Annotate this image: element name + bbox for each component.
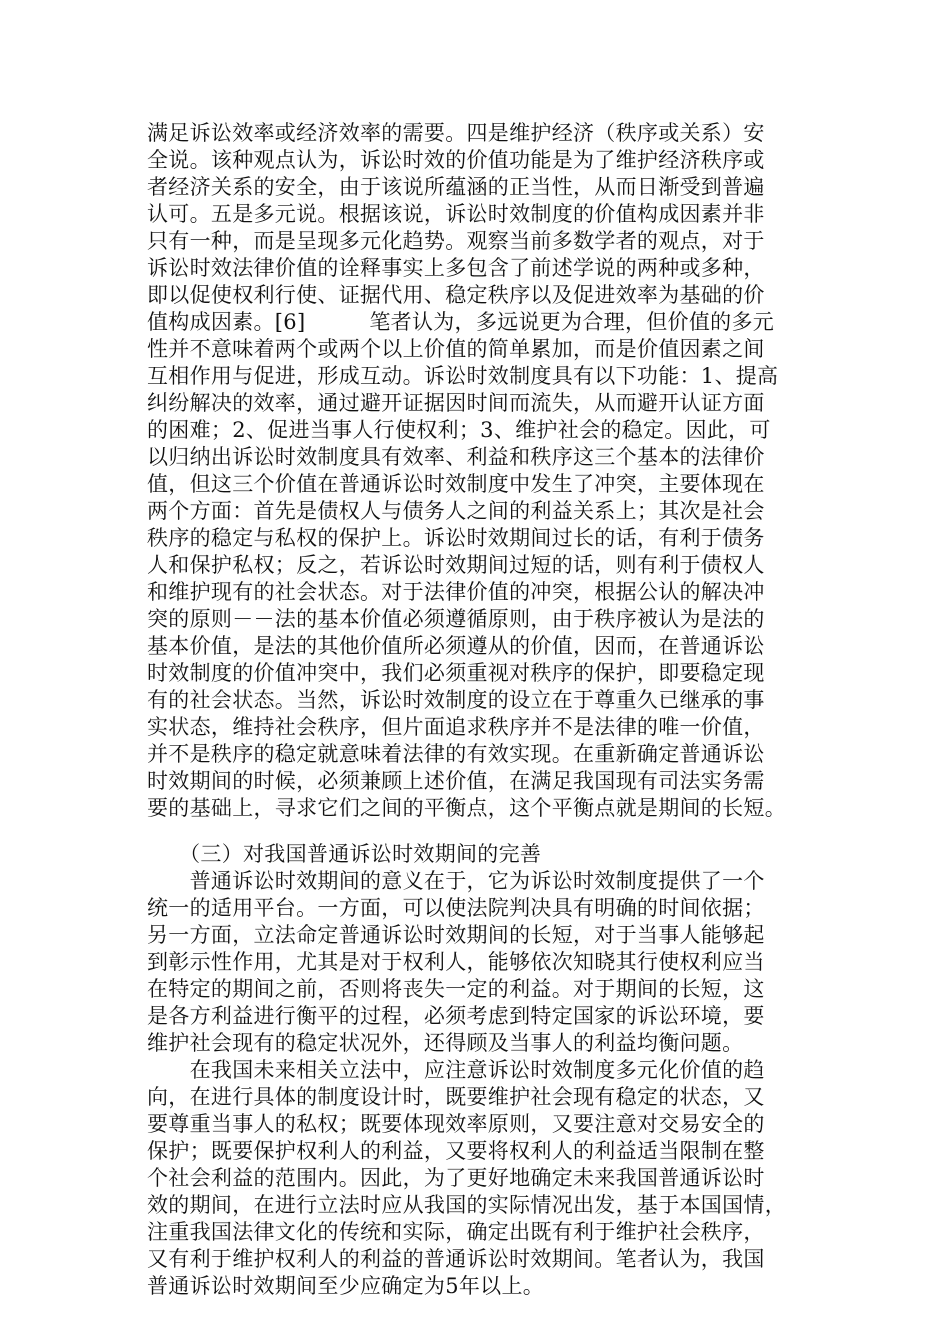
text-line: 的困难；2、促进当事人行使权利；3、维护社会的稳定。因此，可 (147, 418, 771, 442)
text-line: 只有一种，而是呈现多元化趋势。观察当前多数学者的观点，对于 (147, 229, 765, 253)
text-line: 时效期间的时候，必须兼顾上述价值，在满足我国现有司法实务需 (147, 769, 765, 793)
text-line: 纠纷解决的效率，通过避开证据因时间而流失，从而避开认证方面 (147, 391, 765, 415)
text-line: 值构成因素。[6] 笔者认为，多远说更为合理，但价值的多元 (147, 310, 775, 334)
text-line: 统一的适用平台。一方面，可以使法院判决具有明确的时间依据； (147, 896, 765, 920)
text-line: 另一方面，立法命定普通诉讼时效期间的长短，对于当事人能够起 (147, 923, 765, 947)
text-line: 性并不意味着两个或两个以上价值的简单累加，而是价值因素之间 (147, 337, 765, 361)
text-line: 要尊重当事人的私权；既要体现效率原则，又要注意对交易安全的 (147, 1112, 765, 1136)
text-line: 在特定的期间之前，否则将丧失一定的利益。对于期间的长短，这 (147, 977, 765, 1001)
text-line: 并不是秩序的稳定就意味着法律的有效实现。在重新确定普通诉讼 (147, 742, 765, 766)
text-line: 普通诉讼时效期间的意义在于，它为诉讼时效制度提供了一个 (147, 869, 765, 893)
text-line: 维护社会现有的稳定状况外，还得顾及当事人的利益均衡问题。 (147, 1031, 744, 1055)
text-line: 两个方面：首先是债权人与债务人之间的利益关系上；其次是社会 (147, 499, 765, 523)
text-line: 注重我国法律文化的传统和实际，确定出既有利于维护社会秩序， (147, 1220, 765, 1244)
text-line: 到彰示性作用，尤其是对于权利人，能够依次知晓其行使权利应当 (147, 950, 765, 974)
section-heading: （三）对我国普通诉讼时效期间的完善 (147, 842, 542, 866)
text-line: 秩序的稳定与私权的保护上。诉讼时效期间过长的话，有利于债务 (147, 526, 765, 550)
text-line: 以归纳出诉讼时效制度具有效率、利益和秩序这三个基本的法律价 (147, 445, 765, 469)
text-line: 向，在进行具体的制度设计时，既要维护社会现有稳定的状态，又 (147, 1085, 765, 1109)
text-line: 实状态，维持社会秩序，但片面追求秩序并不是法律的唯一价值， (147, 715, 765, 739)
text-line: 值，但这三个价值在普通诉讼时效制度中发生了冲突，主要体现在 (147, 472, 765, 496)
text-line: 是各方利益进行衡平的过程，必须考虑到特定国家的诉讼环境，要 (147, 1004, 765, 1028)
text-line: 诉讼时效法律价值的诠释事实上多包含了前述学说的两种或多种， (147, 256, 765, 280)
text-line: 全说。该种观点认为，诉讼时效的价值功能是为了维护经济秩序或 (147, 148, 765, 172)
text-line: 和维护现有的社会状态。对于法律价值的冲突，根据公认的解决冲 (147, 580, 765, 604)
paragraph-3 (147, 1057, 807, 1300)
text-line: 在我国未来相关立法中，应注意诉讼时效制度多元化价值的趋 (147, 1058, 765, 1082)
text-line: 普通诉讼时效期间至少应确定为5年以上。 (147, 1274, 545, 1298)
paragraph-1 (147, 120, 807, 822)
text-line: 即以促使权利行使、证据代用、稳定秩序以及促进效率为基础的价 (147, 283, 765, 307)
text-line: 时效制度的价值冲突中，我们必须重视对秩序的保护，即要稳定现 (147, 661, 765, 685)
text-line: 互相作用与促进，形成互动。诉讼时效制度具有以下功能：1、提高 (147, 364, 779, 388)
document-body (147, 120, 807, 1300)
text-line: 效的期间，在进行立法时应从我国的实际情况出发，基于本国国情， (147, 1193, 786, 1217)
text-line: 要的基础上，寻求它们之间的平衡点，这个平衡点就是期间的长短。 (147, 796, 786, 820)
paragraph-2 (147, 868, 807, 1057)
paragraph-spacer (147, 822, 807, 841)
text-line: 个社会利益的范围内。因此，为了更好地确定未来我国普通诉讼时 (147, 1166, 765, 1190)
text-line: 者经济关系的安全，由于该说所蕴涵的正当性，从而日渐受到普遍 (147, 175, 765, 199)
text-line: 保护；既要保护权利人的利益，又要将权利人的利益适当限制在整 (147, 1139, 765, 1163)
text-line: 基本价值，是法的其他价值所必须遵从的价值，因而，在普通诉讼 (147, 634, 765, 658)
text-line: 人和保护私权；反之，若诉讼时效期间过短的话，则有利于债权人 (147, 553, 765, 577)
text-line: 又有利于维护权利人的利益的普通诉讼时效期间。笔者认为，我国 (147, 1247, 765, 1271)
text-line: 有的社会状态。当然，诉讼时效制度的设立在于尊重久已继承的事 (147, 688, 765, 712)
text-line: 认可。五是多元说。根据该说，诉讼时效制度的价值构成因素并非 (147, 202, 765, 226)
text-line: 满足诉讼效率或经济效率的需要。四是维护经济（秩序或关系）安 (147, 121, 765, 145)
text-line: 突的原则－－法的基本价值必须遵循原则，由于秩序被认为是法的 (147, 607, 765, 631)
